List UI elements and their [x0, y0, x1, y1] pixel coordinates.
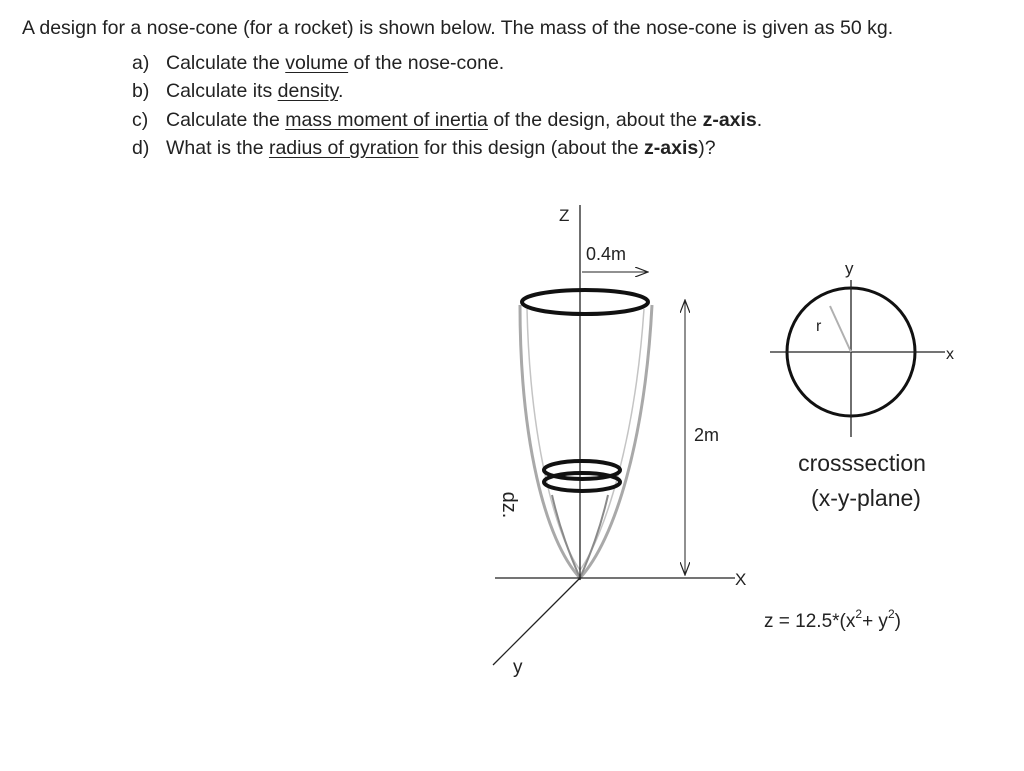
x-axis-label: X: [735, 570, 747, 589]
question-text-pre: Calculate the: [166, 52, 286, 74]
problem-statement: A design for a nose-cone (for a rocket) is shown below. The mass of the nose-cone is given as 50 kg.: [22, 17, 894, 39]
slice-disk-bottom: [544, 473, 620, 491]
cross-section-caption-2: (x-y-plane): [811, 485, 921, 511]
question-label: a): [132, 52, 150, 74]
cross-section-x-label: x: [946, 346, 954, 363]
question-text-mid: of the design, about the: [487, 108, 703, 131]
z-axis-label: Z: [559, 206, 570, 225]
cone-inner-shell: [527, 309, 644, 570]
top-rim-ellipse: [522, 290, 648, 314]
profile-equation: [764, 607, 901, 632]
question-axis: z-axis: [702, 108, 757, 131]
equation-exp-2: 2: [887, 607, 895, 621]
question-label: c): [132, 108, 149, 131]
question-axis: z-axis: [644, 136, 699, 159]
question-term: radius of gyration: [268, 136, 419, 159]
equation-mult: *: [832, 611, 840, 632]
question-text-post: .: [337, 80, 344, 103]
cross-section-y-label: y: [845, 259, 854, 278]
height-label: 2m: [694, 425, 720, 445]
question-text-post: )?: [698, 136, 716, 159]
question-text-mid: for this design (about the: [418, 136, 645, 159]
question-text-pre: What is the: [166, 136, 269, 159]
equation-close: ): [894, 611, 901, 632]
cross-section-diagram: [770, 259, 954, 511]
equation-exp-1: 2: [855, 607, 863, 621]
question-term: density: [277, 80, 338, 103]
question-label: d): [132, 136, 150, 159]
diameter-label: 0.4m: [586, 244, 627, 264]
equation-prefix: z = 12.5: [764, 611, 833, 632]
cross-section-caption-1: crosssection: [798, 450, 926, 476]
question-label: b): [132, 80, 150, 103]
slice-label: dz.: [498, 491, 520, 519]
cone-outer-shell: [520, 305, 652, 578]
question-text-pre: Calculate the: [166, 108, 286, 131]
question-text-post: of the nose-cone.: [348, 52, 505, 74]
question-text-pre: Calculate its: [166, 80, 278, 103]
y-axis-line: [493, 578, 580, 665]
question-text-post: .: [756, 108, 763, 131]
radius-line: [830, 306, 851, 352]
equation-open: (x: [839, 611, 856, 632]
y-axis-label: y: [513, 657, 523, 678]
equation-plus: + y: [862, 611, 888, 632]
question-term: mass moment of inertia: [285, 108, 488, 131]
radius-label: r: [816, 318, 822, 335]
question-term: volume: [285, 52, 349, 74]
